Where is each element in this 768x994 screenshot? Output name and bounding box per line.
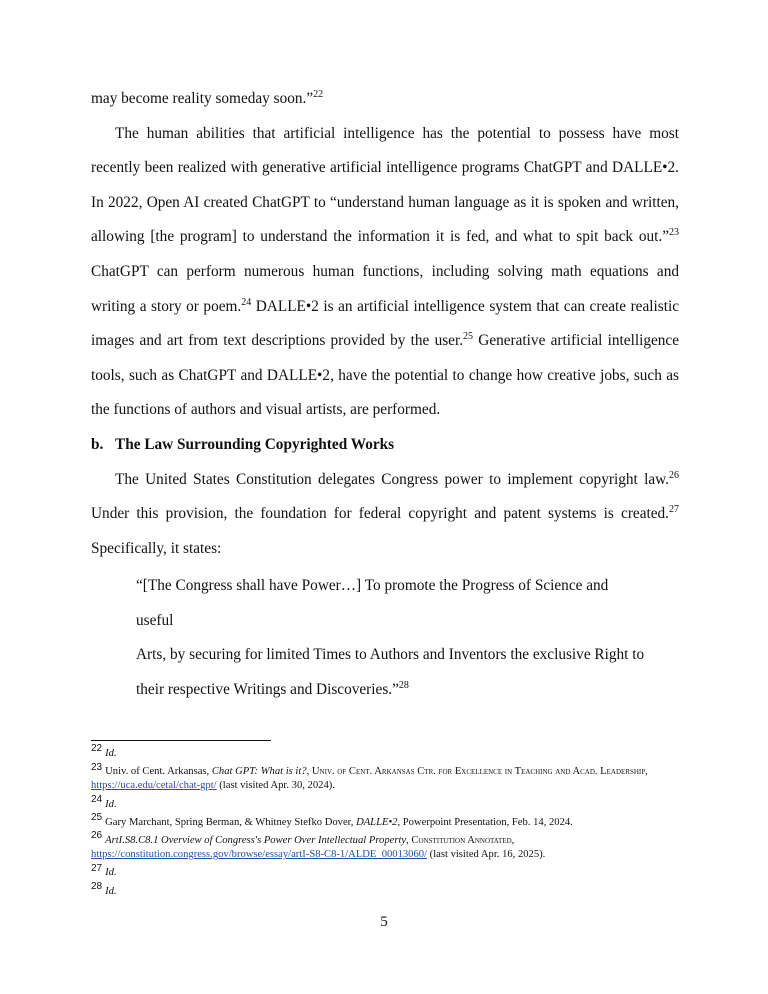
footnote-ref-28[interactable]: 28 [398, 679, 409, 691]
footnote-22: 22 Id. [91, 743, 117, 759]
footnote-ref-22[interactable]: 22 [313, 88, 324, 100]
footnote-23: 23 Univ. of Cent. Arkansas, Chat GPT: What is it?, Univ. of Cent. Arkansas Ctr. for Excellence in Teaching and Acad. Leadership, https://uca.edu/cetal/chat-gpt/ (last visited Apr. 30, 2024). [91, 761, 648, 792]
footnotes [91, 743, 691, 903]
footnote-ref-25[interactable]: 25 [463, 331, 474, 343]
footnote-28: 28 Id. [91, 881, 117, 897]
quote-line: their respective Writings and Discoveries.”$^{28}$ [136, 679, 409, 698]
section-title: The Law Surrounding Copyrighted Works [115, 435, 395, 453]
section-label: b. [91, 435, 104, 453]
block-quote [136, 569, 646, 707]
paragraph-continuation: may become reality someday soon.”$^{22}$ [91, 88, 324, 107]
footnote-24: 24 Id. [91, 794, 117, 810]
section-heading [91, 428, 679, 463]
footnote-25: 25 Gary Marchant, Spring Berman, & Whitney Stefko Dover, DALLE•2, Powerpoint Presentation, Feb. 14, 2024. [91, 812, 573, 828]
paragraph-chatgpt: The human abilities that artificial intelligence has the potential to possess have most recently been realized with generative artificial intelligence programs ChatGPT and DALLE•2. In 2022, Open AI created ChatGPT to “understand human language as it is spoken and written, allowing [the program] to understand the information it is fed, and what to spit back out.”$^{23}$ ChatGPT can perform numerous human functions, including solving math equations and writing a story or poem.$^{24}$ DALLE•2 is an artificial intelligence system that can create realistic images and art from text descriptions provided by the user.$^{25}$ Generative artificial intelligence tools, such as ChatGPT and DALLE•2, have the potential to change how creative jobs, such as the functions of authors and visual artists, are performed. [91, 124, 680, 419]
body-text [91, 82, 679, 566]
quote-line: Arts, by securing for limited Times to Authors and Inventors the exclusive Right to [136, 646, 645, 663]
quote-line: “[The Congress shall have Power…] To promote the Progress of Science and useful [136, 577, 609, 629]
footnote-ref-24[interactable]: 24 [241, 296, 252, 308]
footnote-27: 27 Id. [91, 862, 117, 879]
footnote-link[interactable]: https://constitution.congress.gov/browse/essay/artI-S8-C8-1/ALDE_00013060/ [91, 849, 428, 861]
paragraph-constitution: The United States Constitution delegates Congress power to implement copyright law.$^{26}$ Under this provision, the foundation for federal copyright and patent systems is created.$^{27}$ Specifically, it states: [91, 469, 679, 557]
page-number: 5 [380, 914, 388, 930]
footnote-26: 26 ArtI.S8.C8.1 Overview of Congress's Power Over Intellectual Property, Constitution Annotated, https://constitution.congress.gov/browse/essay/artI-S8-C8-1/ALDE_00013060/ (last visited Apr. 16, 2025). [91, 830, 546, 861]
footnote-separator [91, 740, 271, 741]
footnote-link[interactable]: https://uca.edu/cetal/chat-gpt/ [91, 780, 217, 792]
footnote-ref-26[interactable]: 26 [669, 469, 679, 481]
footnote-ref-27[interactable]: 27 [669, 504, 679, 516]
footnote-ref-23[interactable]: 23 [669, 227, 679, 239]
